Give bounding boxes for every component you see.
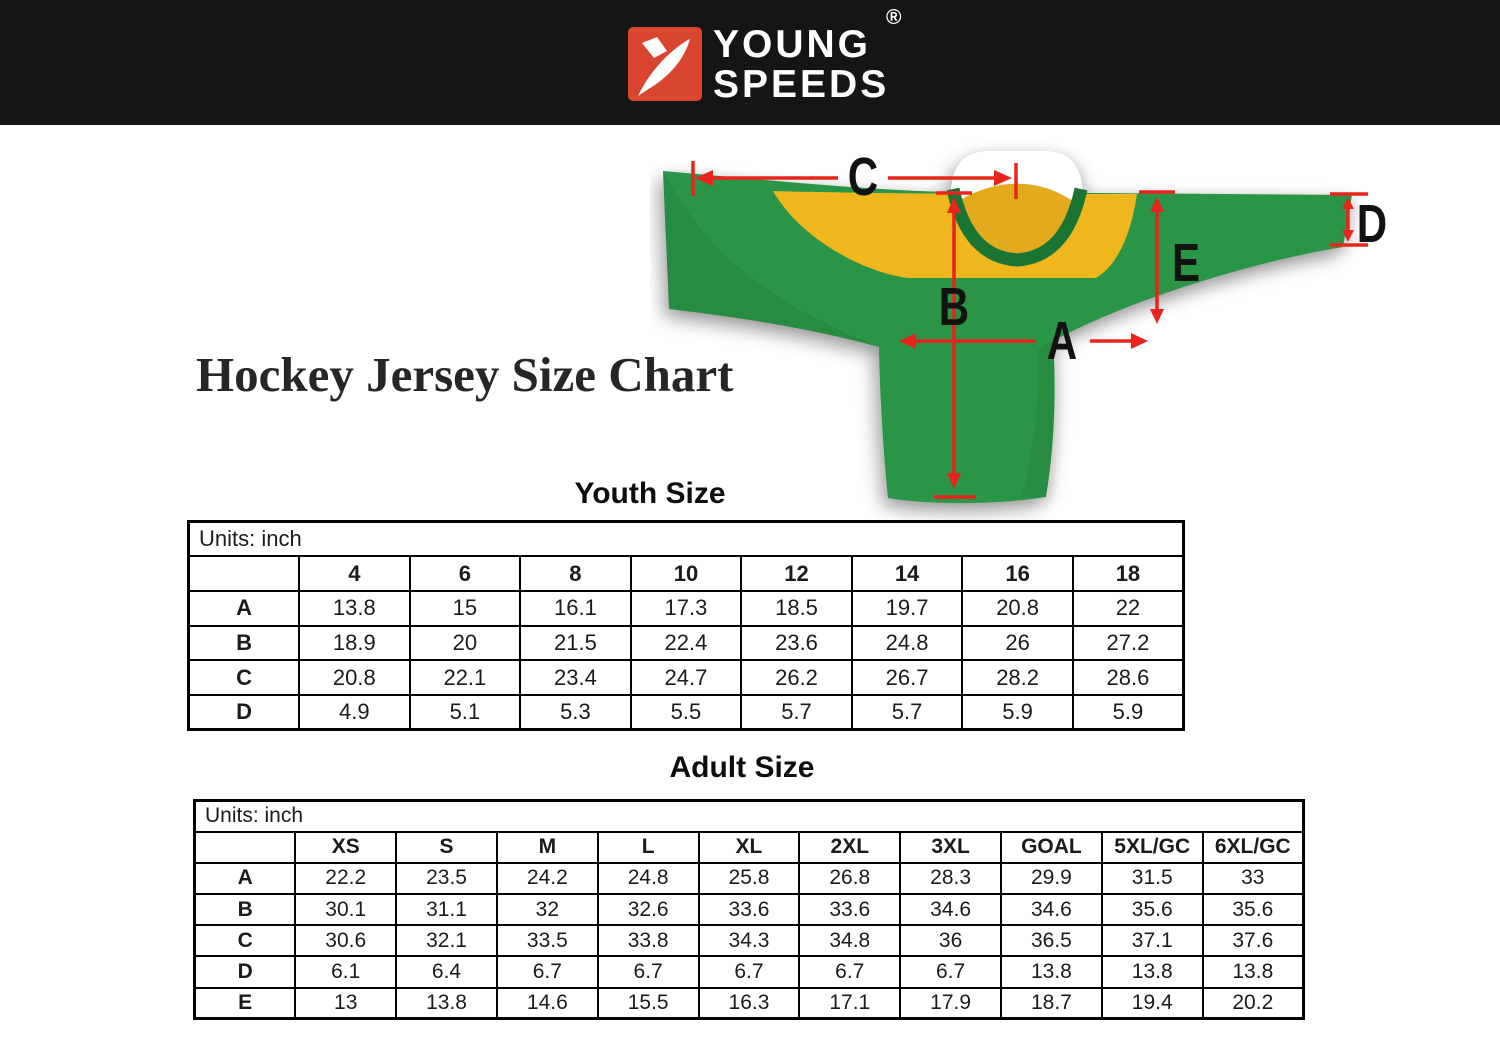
youth-col-4: 4: [299, 556, 410, 591]
adult-size-heading: Adult Size: [669, 751, 815, 784]
swoosh-logo-icon: [628, 27, 702, 101]
adult-B-L: 32.6: [598, 894, 699, 925]
youth-row-A: [189, 591, 1184, 626]
adult-D-6XL/GC: 13.8: [1203, 956, 1304, 987]
youth-row-label-B: B: [189, 626, 300, 661]
adult-row-C: [195, 925, 1304, 956]
adult-row-label-C: C: [195, 925, 296, 956]
adult-E-GOAL: 18.7: [1001, 988, 1102, 1019]
youth-B-14: 24.8: [852, 626, 963, 661]
adult-col-L: L: [598, 832, 699, 863]
adult-B-3XL: 34.6: [900, 894, 1001, 925]
youth-D-4: 4.9: [299, 695, 410, 730]
dim-letter-b: B: [938, 277, 970, 338]
adult-D-S: 6.4: [396, 956, 497, 987]
youth-C-8: 23.4: [520, 660, 631, 695]
youth-D-18: 5.9: [1073, 695, 1184, 730]
adult-corner-cell: [195, 832, 296, 863]
adult-E-5XL/GC: 19.4: [1102, 988, 1203, 1019]
adult-row-label-D: D: [195, 956, 296, 987]
jersey-measurement-diagram: [650, 140, 1450, 530]
adult-C-S: 32.1: [396, 925, 497, 956]
adult-col-S: S: [396, 832, 497, 863]
adult-row-B: [195, 894, 1304, 925]
youth-col-16: 16: [962, 556, 1073, 591]
adult-row-label-A: A: [195, 863, 296, 894]
adult-A-XL: 25.8: [699, 863, 800, 894]
youth-A-16: 20.8: [962, 591, 1073, 626]
adult-A-S: 23.5: [396, 863, 497, 894]
adult-B-XS: 30.1: [295, 894, 396, 925]
adult-col-3XL: 3XL: [900, 832, 1001, 863]
adult-D-2XL: 6.7: [799, 956, 900, 987]
youth-C-18: 28.6: [1073, 660, 1184, 695]
adult-row-label-B: B: [195, 894, 296, 925]
youth-D-8: 5.3: [520, 695, 631, 730]
adult-col-GOAL: GOAL: [1001, 832, 1102, 863]
dim-letter-e: E: [1171, 233, 1201, 294]
adult-D-L: 6.7: [598, 956, 699, 987]
brand-line1: YOUNG: [713, 23, 872, 66]
dim-letter-a: A: [1046, 311, 1078, 372]
adult-C-6XL/GC: 37.6: [1203, 925, 1304, 956]
adult-C-GOAL: 36.5: [1001, 925, 1102, 956]
adult-E-XL: 16.3: [699, 988, 800, 1019]
youth-D-10: 5.5: [631, 695, 742, 730]
youth-col-18: 18: [1073, 556, 1184, 591]
youth-A-4: 13.8: [299, 591, 410, 626]
youth-B-8: 21.5: [520, 626, 631, 661]
adult-header-row: [195, 832, 1304, 863]
adult-C-2XL: 34.8: [799, 925, 900, 956]
adult-D-XL: 6.7: [699, 956, 800, 987]
youth-B-18: 27.2: [1073, 626, 1184, 661]
adult-A-3XL: 28.3: [900, 863, 1001, 894]
youth-B-6: 20: [410, 626, 521, 661]
adult-D-GOAL: 13.8: [1001, 956, 1102, 987]
adult-E-M: 14.6: [497, 988, 598, 1019]
adult-col-6XL/GC: 6XL/GC: [1203, 832, 1304, 863]
adult-row-A: [195, 863, 1304, 894]
adult-A-XS: 22.2: [295, 863, 396, 894]
adult-D-5XL/GC: 13.8: [1102, 956, 1203, 987]
adult-col-XS: XS: [295, 832, 396, 863]
adult-B-GOAL: 34.6: [1001, 894, 1102, 925]
jersey-image: [663, 151, 1352, 503]
adult-size-table: [193, 799, 1305, 1020]
adult-col-M: M: [497, 832, 598, 863]
adult-C-3XL: 36: [900, 925, 1001, 956]
youth-C-14: 26.7: [852, 660, 963, 695]
brand-name: [713, 25, 889, 105]
youth-B-10: 22.4: [631, 626, 742, 661]
adult-A-6XL/GC: 33: [1203, 863, 1304, 894]
dim-letter-c: C: [847, 147, 879, 208]
adult-E-L: 15.5: [598, 988, 699, 1019]
adult-E-XS: 13: [295, 988, 396, 1019]
youth-row-B: [189, 626, 1184, 661]
adult-row-label-E: E: [195, 988, 296, 1019]
adult-D-XS: 6.1: [295, 956, 396, 987]
youth-size-heading: Youth Size: [574, 477, 726, 510]
adult-D-M: 6.7: [497, 956, 598, 987]
adult-B-S: 31.1: [396, 894, 497, 925]
brand-line2: SPEEDS: [713, 63, 890, 106]
adult-col-5XL/GC: 5XL/GC: [1102, 832, 1203, 863]
adult-C-L: 33.8: [598, 925, 699, 956]
youth-col-14: 14: [852, 556, 963, 591]
youth-row-label-C: C: [189, 660, 300, 695]
youth-C-12: 26.2: [741, 660, 852, 695]
adult-D-3XL: 6.7: [900, 956, 1001, 987]
youth-row-C: [189, 660, 1184, 695]
adult-E-3XL: 17.9: [900, 988, 1001, 1019]
youth-row-D: [189, 695, 1184, 730]
adult-B-5XL/GC: 35.6: [1102, 894, 1203, 925]
youth-col-12: 12: [741, 556, 852, 591]
adult-row-D: [195, 956, 1304, 987]
adult-A-2XL: 26.8: [799, 863, 900, 894]
header-bar: [0, 0, 1500, 125]
youth-A-6: 15: [410, 591, 521, 626]
adult-A-M: 24.2: [497, 863, 598, 894]
page-title: Hockey Jersey Size Chart: [196, 347, 734, 402]
registered-trademark: ®: [886, 6, 902, 29]
adult-E-2XL: 17.1: [799, 988, 900, 1019]
youth-col-8: 8: [520, 556, 631, 591]
youth-D-14: 5.7: [852, 695, 963, 730]
dim-letter-d: D: [1356, 194, 1388, 255]
youth-header-row: [189, 556, 1184, 591]
adult-row-E: [195, 988, 1304, 1019]
adult-C-M: 33.5: [497, 925, 598, 956]
adult-col-2XL: 2XL: [799, 832, 900, 863]
adult-B-M: 32: [497, 894, 598, 925]
youth-D-12: 5.7: [741, 695, 852, 730]
youth-A-18: 22: [1073, 591, 1184, 626]
youth-size-table: [187, 520, 1185, 731]
youth-col-10: 10: [631, 556, 742, 591]
youth-C-6: 22.1: [410, 660, 521, 695]
brand-logo-icon: [628, 27, 702, 101]
youth-C-4: 20.8: [299, 660, 410, 695]
youth-A-10: 17.3: [631, 591, 742, 626]
adult-E-6XL/GC: 20.2: [1203, 988, 1304, 1019]
youth-C-16: 28.2: [962, 660, 1073, 695]
youth-units-label: Units: inch: [189, 522, 1184, 557]
youth-D-16: 5.9: [962, 695, 1073, 730]
adult-A-L: 24.8: [598, 863, 699, 894]
youth-col-6: 6: [410, 556, 521, 591]
adult-C-5XL/GC: 37.1: [1102, 925, 1203, 956]
adult-col-XL: XL: [699, 832, 800, 863]
youth-A-8: 16.1: [520, 591, 631, 626]
youth-C-10: 24.7: [631, 660, 742, 695]
youth-B-16: 26: [962, 626, 1073, 661]
youth-row-label-A: A: [189, 591, 300, 626]
youth-B-4: 18.9: [299, 626, 410, 661]
adult-B-XL: 33.6: [699, 894, 800, 925]
adult-C-XS: 30.6: [295, 925, 396, 956]
youth-row-label-D: D: [189, 695, 300, 730]
adult-units-label: Units: inch: [195, 801, 1304, 832]
adult-B-6XL/GC: 35.6: [1203, 894, 1304, 925]
adult-A-GOAL: 29.9: [1001, 863, 1102, 894]
youth-A-14: 19.7: [852, 591, 963, 626]
youth-D-6: 5.1: [410, 695, 521, 730]
adult-E-S: 13.8: [396, 988, 497, 1019]
adult-A-5XL/GC: 31.5: [1102, 863, 1203, 894]
youth-corner-cell: [189, 556, 300, 591]
youth-A-12: 18.5: [741, 591, 852, 626]
adult-C-XL: 34.3: [699, 925, 800, 956]
youth-B-12: 23.6: [741, 626, 852, 661]
adult-B-2XL: 33.6: [799, 894, 900, 925]
